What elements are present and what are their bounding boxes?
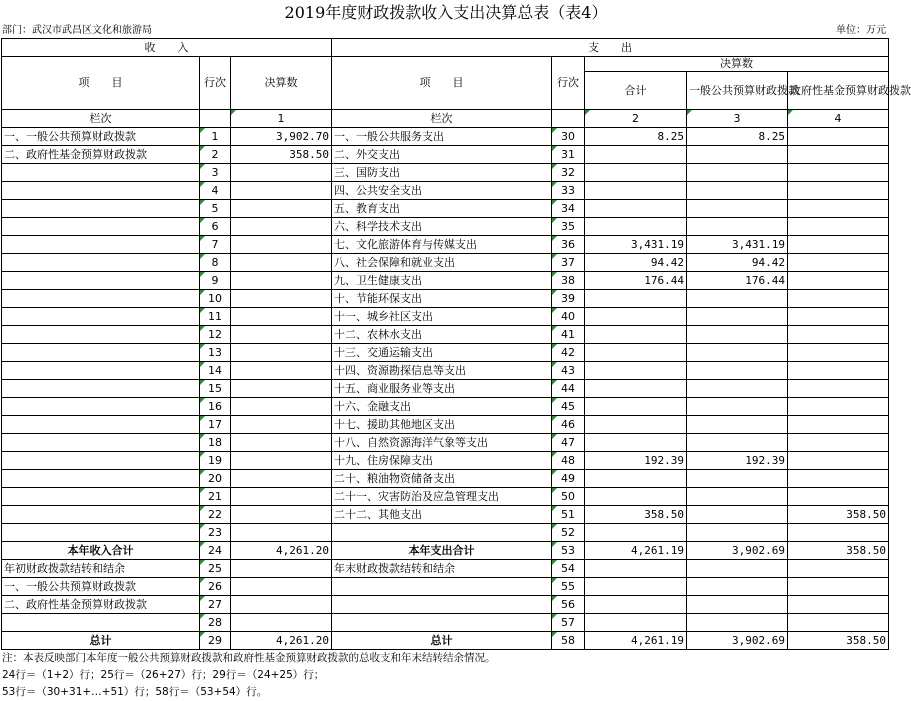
- table-row: [2, 344, 889, 362]
- general-budget-cell: [687, 596, 788, 614]
- footnote-1: 注：本表反映部门本年度一般公共预算财政拨款和政府性基金预算财政拨款的总收支和年末结转结余情况。: [2, 652, 496, 664]
- income-line-cell: 1: [200, 128, 231, 146]
- income-line-cell: 2: [200, 146, 231, 164]
- expense-line-cell: 51: [552, 506, 585, 524]
- total-amount-cell: [585, 434, 687, 452]
- gov-fund-cell: [788, 560, 889, 578]
- expense-item-cell: 十三、交通运输支出: [332, 344, 552, 362]
- expense-item-cell: 十七、援助其他地区支出: [332, 416, 552, 434]
- general-budget-cell: [687, 506, 788, 524]
- income-amount-cell: [231, 326, 332, 344]
- table-row: [2, 146, 889, 164]
- general-budget-cell: 3,902.69: [687, 542, 788, 560]
- table-row: [2, 272, 889, 290]
- expense-item-header: 项 目: [332, 57, 552, 110]
- expense-item-cell: 十六、金融支出: [332, 398, 552, 416]
- expense-item-cell: [332, 578, 552, 596]
- expense-line-cell: 48: [552, 452, 585, 470]
- expense-line-cell: 49: [552, 470, 585, 488]
- general-budget-cell: [687, 182, 788, 200]
- general-budget-cell: [687, 326, 788, 344]
- table-row: [2, 182, 889, 200]
- income-amount-cell: 4,261.20: [231, 542, 332, 560]
- total-amount-cell: 8.25: [585, 128, 687, 146]
- table-row: [2, 506, 889, 524]
- income-line-cell: 20: [200, 470, 231, 488]
- department-label: 部门：武汉市武昌区文化和旅游局: [2, 25, 152, 36]
- total-amount-cell: [585, 488, 687, 506]
- gov-fund-cell: 358.50: [788, 632, 889, 650]
- table-row: [2, 308, 889, 326]
- income-line-cell: 26: [200, 578, 231, 596]
- unit-label: 单位：万元: [836, 25, 886, 36]
- total-amount-cell: [585, 596, 687, 614]
- total-amount-cell: 94.42: [585, 254, 687, 272]
- general-budget-cell: [687, 434, 788, 452]
- total-amount-cell: [585, 218, 687, 236]
- income-line-cell: 12: [200, 326, 231, 344]
- income-line-cell: 21: [200, 488, 231, 506]
- income-line-cell: 27: [200, 596, 231, 614]
- expense-line-cell: 56: [552, 596, 585, 614]
- general-budget-cell: [687, 200, 788, 218]
- income-item-cell: [2, 398, 200, 416]
- expense-item-cell: 总计: [332, 632, 552, 650]
- income-amount-cell: [231, 200, 332, 218]
- general-budget-cell: 94.42: [687, 254, 788, 272]
- expense-item-cell: 十二、农林水支出: [332, 326, 552, 344]
- general-budget-cell: 8.25: [687, 128, 788, 146]
- expense-line-cell: 37: [552, 254, 585, 272]
- table-row: [2, 200, 889, 218]
- expense-item-cell: 九、卫生健康支出: [332, 272, 552, 290]
- income-item-cell: [2, 470, 200, 488]
- expense-line-cell: 50: [552, 488, 585, 506]
- general-budget-cell: [687, 308, 788, 326]
- expense-line-cell: 40: [552, 308, 585, 326]
- general-budget-cell: [687, 146, 788, 164]
- gov-fund-cell: [788, 200, 889, 218]
- income-line-cell: 23: [200, 524, 231, 542]
- table-row: [2, 578, 889, 596]
- general-budget-cell: [687, 524, 788, 542]
- total-amount-cell: 176.44: [585, 272, 687, 290]
- income-item-cell: [2, 308, 200, 326]
- income-item-cell: [2, 416, 200, 434]
- general-budget-cell: [687, 614, 788, 632]
- expense-item-cell: 二十一、灾害防治及应急管理支出: [332, 488, 552, 506]
- income-item-cell: [2, 506, 200, 524]
- income-amount-cell: 4,261.20: [231, 632, 332, 650]
- income-line-cell: 13: [200, 344, 231, 362]
- expense-item-cell: 三、国防支出: [332, 164, 552, 182]
- income-amount-cell: [231, 488, 332, 506]
- income-amount-header: 决算数: [231, 57, 332, 110]
- column-header-row-1: [2, 57, 889, 72]
- footnotes: [2, 650, 496, 701]
- income-line-cell: 9: [200, 272, 231, 290]
- expense-line-cell: 58: [552, 632, 585, 650]
- income-item-cell: [2, 200, 200, 218]
- income-line-cell: 29: [200, 632, 231, 650]
- expense-item-cell: 年末财政拨款结转和结余: [332, 560, 552, 578]
- income-line-cell: 22: [200, 506, 231, 524]
- expense-col-2: 2: [585, 110, 687, 128]
- income-line-cell: 15: [200, 380, 231, 398]
- income-line-cell: 28: [200, 614, 231, 632]
- income-line-cell: 16: [200, 398, 231, 416]
- table-row: [2, 596, 889, 614]
- expense-line-cell: 43: [552, 362, 585, 380]
- expense-col-3: 3: [687, 110, 788, 128]
- income-amount-cell: [231, 560, 332, 578]
- income-item-cell: [2, 524, 200, 542]
- income-amount-cell: [231, 380, 332, 398]
- gov-fund-cell: [788, 380, 889, 398]
- income-line-cell: 8: [200, 254, 231, 272]
- gov-fund-cell: [788, 128, 889, 146]
- income-item-cell: [2, 218, 200, 236]
- income-header: 收 入: [2, 39, 332, 57]
- income-line-cell: 11: [200, 308, 231, 326]
- table-row: [2, 164, 889, 182]
- table-row: [2, 236, 889, 254]
- income-line-cell: 10: [200, 290, 231, 308]
- income-item-cell: 本年收入合计: [2, 542, 200, 560]
- table-row: [2, 416, 889, 434]
- general-budget-cell: [687, 416, 788, 434]
- expense-line-cell: 30: [552, 128, 585, 146]
- expense-line-cell: 47: [552, 434, 585, 452]
- total-amount-cell: [585, 560, 687, 578]
- total-amount-cell: [585, 416, 687, 434]
- expense-line-cell: 32: [552, 164, 585, 182]
- income-item-cell: 总计: [2, 632, 200, 650]
- expense-item-cell: 十八、自然资源海洋气象等支出: [332, 434, 552, 452]
- income-item-cell: [2, 254, 200, 272]
- gov-fund-header: 政府性基金预算财政拨款: [788, 72, 889, 110]
- table-row: [2, 488, 889, 506]
- income-amount-cell: [231, 452, 332, 470]
- income-line-header: 行次: [200, 57, 231, 110]
- expense-item-cell: 八、社会保障和就业支出: [332, 254, 552, 272]
- table-row: [2, 560, 889, 578]
- total-amount-cell: [585, 164, 687, 182]
- income-item-cell: [2, 344, 200, 362]
- expense-header: 支 出: [332, 39, 889, 57]
- total-amount-cell: 4,261.19: [585, 542, 687, 560]
- gov-fund-cell: [788, 470, 889, 488]
- total-amount-cell: 4,261.19: [585, 632, 687, 650]
- income-item-cell: 年初财政拨款结转和结余: [2, 560, 200, 578]
- income-item-cell: [2, 452, 200, 470]
- general-budget-cell: [687, 164, 788, 182]
- expense-item-cell: 六、科学技术支出: [332, 218, 552, 236]
- total-amount-cell: [585, 290, 687, 308]
- expense-line-cell: 34: [552, 200, 585, 218]
- income-amount-cell: [231, 164, 332, 182]
- expense-col-4: 4: [788, 110, 889, 128]
- gov-fund-cell: [788, 182, 889, 200]
- income-line-cell: 25: [200, 560, 231, 578]
- income-line-cell: 7: [200, 236, 231, 254]
- general-budget-cell: [687, 290, 788, 308]
- income-amount-cell: [231, 236, 332, 254]
- table-row: [2, 470, 889, 488]
- total-amount-cell: [585, 344, 687, 362]
- income-line-cell: 24: [200, 542, 231, 560]
- expense-line-cell: 52: [552, 524, 585, 542]
- gov-fund-cell: [788, 326, 889, 344]
- table-row: [2, 128, 889, 146]
- table-row: [2, 632, 889, 650]
- income-amount-cell: [231, 614, 332, 632]
- table-row: [2, 290, 889, 308]
- income-amount-cell: [231, 272, 332, 290]
- income-amount-cell: [231, 434, 332, 452]
- income-line-cell: 6: [200, 218, 231, 236]
- income-line-cell: 4: [200, 182, 231, 200]
- table-row: [2, 362, 889, 380]
- income-item-cell: [2, 272, 200, 290]
- general-budget-cell: 176.44: [687, 272, 788, 290]
- total-amount-cell: [585, 200, 687, 218]
- table-row: [2, 614, 889, 632]
- expense-line-cell: 57: [552, 614, 585, 632]
- gov-fund-cell: [788, 416, 889, 434]
- income-amount-cell: [231, 596, 332, 614]
- expense-line-cell: 33: [552, 182, 585, 200]
- expense-line-header: 行次: [552, 57, 585, 110]
- total-amount-cell: [585, 524, 687, 542]
- general-budget-cell: 3,431.19: [687, 236, 788, 254]
- expense-line-cell: 55: [552, 578, 585, 596]
- general-budget-cell: [687, 488, 788, 506]
- gov-fund-cell: [788, 290, 889, 308]
- gov-fund-cell: [788, 218, 889, 236]
- income-item-cell: 二、政府性基金预算财政拨款: [2, 146, 200, 164]
- total-amount-cell: [585, 470, 687, 488]
- gov-fund-cell: [788, 614, 889, 632]
- income-item-cell: [2, 434, 200, 452]
- expense-column-label: 栏次: [332, 110, 552, 128]
- total-amount-cell: [585, 362, 687, 380]
- expense-line-cell: 42: [552, 344, 585, 362]
- total-amount-cell: [585, 326, 687, 344]
- finance-table: [1, 38, 911, 650]
- expense-item-cell: [332, 614, 552, 632]
- expense-item-cell: 二十二、其他支出: [332, 506, 552, 524]
- expense-item-cell: [332, 524, 552, 542]
- income-line-cell: 3: [200, 164, 231, 182]
- expense-line-cell: 35: [552, 218, 585, 236]
- general-budget-cell: [687, 578, 788, 596]
- expense-line-cell: 45: [552, 398, 585, 416]
- income-item-cell: [2, 488, 200, 506]
- total-amount-cell: [585, 146, 687, 164]
- table-row: [2, 218, 889, 236]
- expense-item-cell: 十五、商业服务业等支出: [332, 380, 552, 398]
- total-amount-cell: [585, 380, 687, 398]
- total-amount-cell: 3,431.19: [585, 236, 687, 254]
- gov-fund-cell: [788, 164, 889, 182]
- gov-fund-cell: [788, 488, 889, 506]
- income-item-header: 项 目: [2, 57, 200, 110]
- income-line-cell: 14: [200, 362, 231, 380]
- gov-fund-cell: [788, 398, 889, 416]
- gov-fund-cell: [788, 452, 889, 470]
- total-amount-cell: 358.50: [585, 506, 687, 524]
- gov-fund-cell: [788, 596, 889, 614]
- report-title: 2019年度财政拨款收入支出决算总表（表4）: [284, 3, 608, 22]
- gov-fund-cell: [788, 254, 889, 272]
- income-line-cell: 17: [200, 416, 231, 434]
- total-amount-cell: [585, 614, 687, 632]
- expense-item-cell: 五、教育支出: [332, 200, 552, 218]
- income-amount-cell: [231, 344, 332, 362]
- income-amount-cell: [231, 254, 332, 272]
- general-budget-cell: [687, 398, 788, 416]
- table-row: [2, 398, 889, 416]
- income-amount-cell: [231, 398, 332, 416]
- gov-fund-cell: [788, 524, 889, 542]
- gov-fund-cell: [788, 578, 889, 596]
- income-amount-cell: 358.50: [231, 146, 332, 164]
- table-row: [2, 452, 889, 470]
- expense-item-cell: 二十、粮油物资储备支出: [332, 470, 552, 488]
- general-budget-cell: [687, 218, 788, 236]
- gov-fund-cell: [788, 146, 889, 164]
- income-amount-cell: [231, 182, 332, 200]
- expense-line-cell: 38: [552, 272, 585, 290]
- income-amount-cell: 3,902.70: [231, 128, 332, 146]
- gov-fund-cell: [788, 434, 889, 452]
- expense-item-cell: 本年支出合计: [332, 542, 552, 560]
- table-row: [2, 254, 889, 272]
- general-budget-cell: 3,902.69: [687, 632, 788, 650]
- expense-final-group-header: 决算数: [585, 57, 889, 72]
- expense-line-cell: 31: [552, 146, 585, 164]
- income-item-cell: 一、一般公共预算财政拨款: [2, 578, 200, 596]
- total-amount-cell: [585, 578, 687, 596]
- general-budget-header: 一般公共预算财政拨款: [687, 72, 788, 110]
- gov-fund-cell: 358.50: [788, 542, 889, 560]
- total-amount-cell: [585, 182, 687, 200]
- gov-fund-cell: 358.50: [788, 506, 889, 524]
- income-item-cell: [2, 326, 200, 344]
- section-header-row: [2, 39, 889, 57]
- expense-line-index: [552, 110, 585, 128]
- table-row: [2, 380, 889, 398]
- gov-fund-cell: [788, 344, 889, 362]
- footnote-3: 53行＝（30+31+…+51）行；58行＝（53+54）行。: [2, 686, 268, 698]
- table-row: [2, 542, 889, 560]
- expense-line-cell: 53: [552, 542, 585, 560]
- expense-line-cell: 39: [552, 290, 585, 308]
- income-amount-cell: [231, 506, 332, 524]
- footnote-2: 24行＝（1+2）行；25行＝（26+27）行；29行＝（24+25）行；: [2, 669, 325, 681]
- income-item-cell: [2, 290, 200, 308]
- expense-item-cell: 十四、资源勘探信息等支出: [332, 362, 552, 380]
- general-budget-cell: 192.39: [687, 452, 788, 470]
- income-item-cell: 一、一般公共预算财政拨款: [2, 128, 200, 146]
- expense-item-cell: 十一、城乡社区支出: [332, 308, 552, 326]
- expense-line-cell: 46: [552, 416, 585, 434]
- expense-item-cell: 七、文化旅游体育与传媒支出: [332, 236, 552, 254]
- income-col-1: 1: [231, 110, 332, 128]
- expense-item-cell: [332, 596, 552, 614]
- income-line-index: [200, 110, 231, 128]
- table-row: [2, 524, 889, 542]
- income-item-cell: [2, 182, 200, 200]
- table-row: [2, 326, 889, 344]
- expense-line-cell: 36: [552, 236, 585, 254]
- income-amount-cell: [231, 416, 332, 434]
- income-amount-cell: [231, 218, 332, 236]
- general-budget-cell: [687, 362, 788, 380]
- income-line-cell: 5: [200, 200, 231, 218]
- general-budget-cell: [687, 470, 788, 488]
- income-amount-cell: [231, 362, 332, 380]
- gov-fund-cell: [788, 272, 889, 290]
- expense-line-cell: 41: [552, 326, 585, 344]
- total-amount-cell: [585, 398, 687, 416]
- income-item-cell: [2, 380, 200, 398]
- income-item-cell: 二、政府性基金预算财政拨款: [2, 596, 200, 614]
- income-item-cell: [2, 614, 200, 632]
- income-item-cell: [2, 236, 200, 254]
- expense-line-cell: 54: [552, 560, 585, 578]
- income-amount-cell: [231, 470, 332, 488]
- expense-item-cell: 四、公共安全支出: [332, 182, 552, 200]
- expense-item-cell: 十、节能环保支出: [332, 290, 552, 308]
- expense-item-cell: 一、一般公共服务支出: [332, 128, 552, 146]
- income-amount-cell: [231, 308, 332, 326]
- income-item-cell: [2, 362, 200, 380]
- total-amount-cell: 192.39: [585, 452, 687, 470]
- income-line-cell: 19: [200, 452, 231, 470]
- general-budget-cell: [687, 560, 788, 578]
- general-budget-cell: [687, 380, 788, 398]
- income-column-label: 栏次: [2, 110, 200, 128]
- table-row: [2, 434, 889, 452]
- gov-fund-cell: [788, 362, 889, 380]
- income-line-cell: 18: [200, 434, 231, 452]
- gov-fund-cell: [788, 308, 889, 326]
- total-amount-cell: [585, 308, 687, 326]
- expense-item-cell: 十九、住房保障支出: [332, 452, 552, 470]
- income-amount-cell: [231, 290, 332, 308]
- income-amount-cell: [231, 578, 332, 596]
- income-amount-cell: [231, 524, 332, 542]
- general-budget-cell: [687, 344, 788, 362]
- income-item-cell: [2, 164, 200, 182]
- column-index-row: [2, 110, 889, 128]
- gov-fund-cell: [788, 236, 889, 254]
- expense-item-cell: 二、外交支出: [332, 146, 552, 164]
- total-header: 合计: [585, 72, 687, 110]
- expense-line-cell: 44: [552, 380, 585, 398]
